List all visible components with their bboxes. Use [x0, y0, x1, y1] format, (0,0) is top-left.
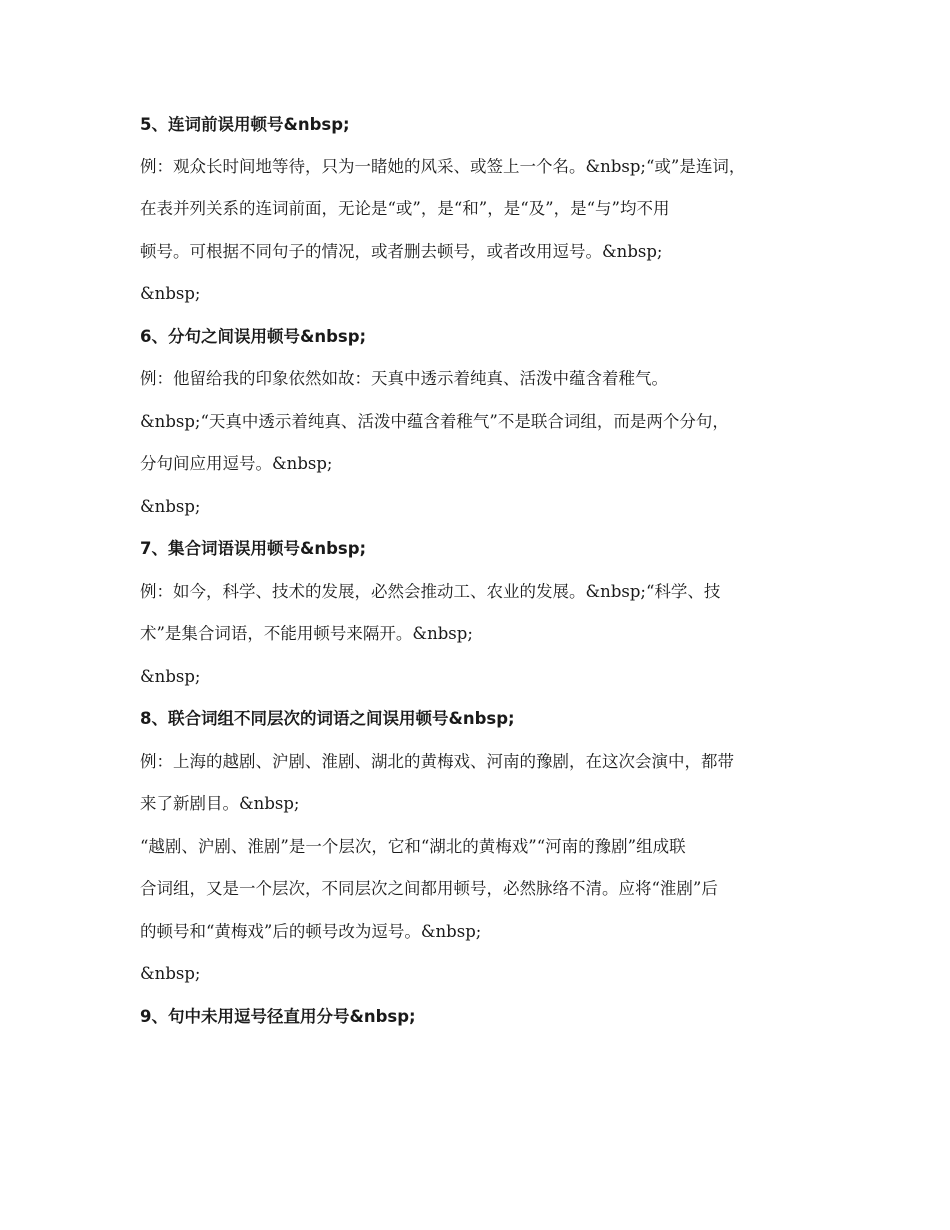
paragraph-line: 分句间应用逗号。&nbsp;	[140, 454, 333, 473]
paragraph-line: 例：上海的越剧、沪剧、淮剧、湖北的黄梅戏、河南的豫剧，在这次会演中，都带	[140, 752, 734, 771]
section-heading-6: 6、分句之间误用顿号&nbsp;	[140, 327, 367, 346]
paragraph-line: 在表并列关系的连词前面，无论是“或”，是“和”，是“及”，是“与”均不用	[140, 199, 670, 218]
paragraph-line: 合词组，又是一个层次，不同层次之间都用顿号，必然脉络不清。应将“淮剧”后	[140, 879, 718, 898]
spacer-line: &nbsp;	[140, 964, 201, 983]
paragraph-line: 术”是集合词语，不能用顿号来隔开。&nbsp;	[140, 624, 473, 643]
paragraph-line: “越剧、沪剧、淮剧”是一个层次，它和“湖北的黄梅戏”“河南的豫剧”组成联	[140, 837, 686, 856]
section-heading-7: 7、集合词语误用顿号&nbsp;	[140, 539, 367, 558]
paragraph-line: 例：观众长时间地等待，只为一睹她的风采、或签上一个名。&nbsp;“或”是连词，	[140, 157, 746, 176]
paragraph-line: 例：他留给我的印象依然如故：天真中透示着纯真、活泼中蕴含着稚气。	[140, 369, 668, 388]
paragraph-line: 的顿号和“黄梅戏”后的顿号改为逗号。&nbsp;	[140, 922, 482, 941]
spacer-line: &nbsp;	[140, 497, 201, 516]
paragraph-line: 顿号。可根据不同句子的情况，或者删去顿号，或者改用逗号。&nbsp;	[140, 242, 663, 261]
paragraph-line: 例：如今，科学、技术的发展，必然会推动工、农业的发展。&nbsp;“科学、技	[140, 582, 721, 601]
section-heading-5: 5、连词前误用顿号&nbsp;	[140, 115, 350, 134]
section-heading-8: 8、联合词组不同层次的词语之间误用顿号&nbsp;	[140, 709, 515, 728]
spacer-line: &nbsp;	[140, 284, 201, 303]
spacer-line: &nbsp;	[140, 667, 201, 686]
paragraph-line: 来了新剧目。&nbsp;	[140, 794, 300, 813]
section-heading-9: 9、句中未用逗号径直用分号&nbsp;	[140, 1007, 416, 1026]
paragraph-line: &nbsp;“天真中透示着纯真、活泼中蕴含着稚气”不是联合词组，而是两个分句，	[140, 412, 729, 431]
